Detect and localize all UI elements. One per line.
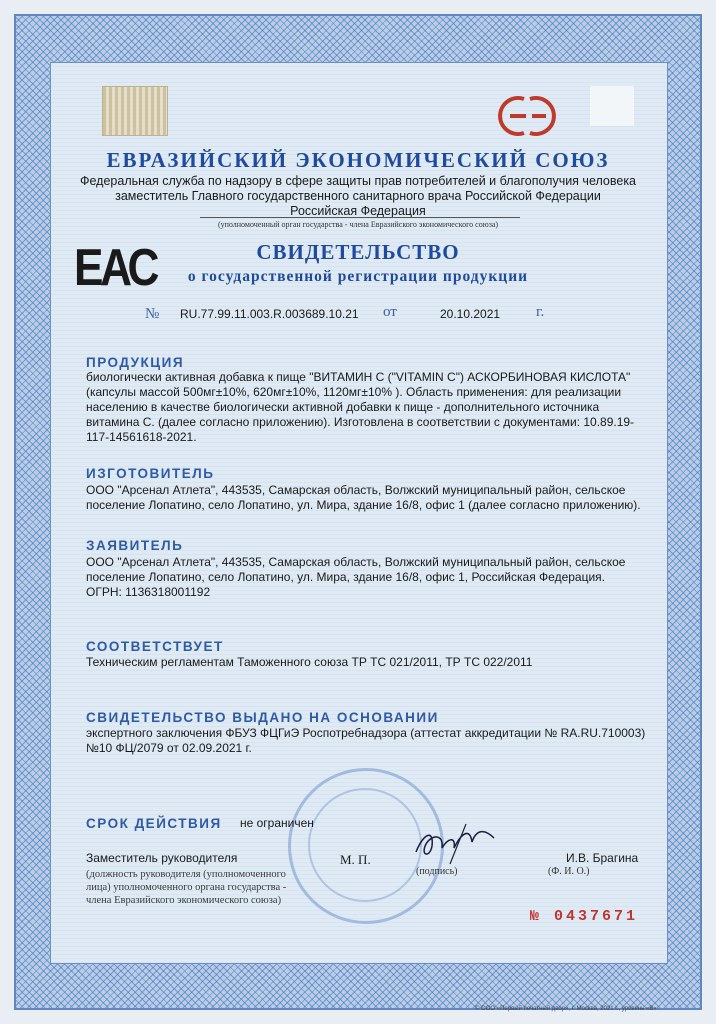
applicant-text (86, 555, 666, 600)
product-label: ПРОДУКЦИЯ (86, 355, 185, 370)
agency-country: Российская Федерация (290, 204, 426, 218)
conformity-text (86, 655, 666, 670)
basis-text (86, 726, 666, 756)
se-logo-icon (496, 93, 560, 139)
applicant-line: поселение Лопатино, село Лопатино, ул. Мира, здание 16/8, офис 1, Российская Федерация. (86, 570, 605, 584)
year-suffix: г. (536, 304, 545, 320)
product-line: населению в качестве биологически активной добавки к пище - дополнительного источника (86, 400, 600, 414)
manufacturer-line: ООО "Арсенал Атлета", 443535, Самарская область, Волжский муниципальный район, сельское (86, 483, 626, 497)
divider (200, 217, 520, 218)
product-line: (капсулы массой 500мг±10%, 620мг±10%, 1120мг±10% ). Область применения: для реализации (86, 385, 622, 399)
basis-line: №10 ФЦ/2079 от 02.09.2021 г. (86, 741, 252, 755)
role-caption-line: члена Евразийского экономического союза) (86, 895, 282, 906)
agency-caption: (уполномоченный орган государства - члена Евразийского экономического союза) (217, 220, 499, 229)
printer-footer: © ООО «Первый печатный двор», г. Москва, 2021 г., уровень «В» (475, 1006, 657, 1012)
basis-label: СВИДЕТЕЛЬСТВО ВЫДАНО НА ОСНОВАНИИ (86, 710, 439, 725)
agency-line-2: заместитель Главного государственного санитарного врача Российской Федерации (115, 189, 601, 203)
certificate-number: RU.77.99.11.003.R.003689.10.21 (180, 307, 359, 321)
signature-icon (410, 818, 500, 868)
conformity-label: СООТВЕТСТВУЕТ (86, 639, 224, 654)
official-seal-inner (308, 788, 422, 902)
seal-place-label: М. П. (340, 852, 371, 867)
agency-line-1: Федеральная служба по надзору в сфере защиты прав потребителей и благополучия человека (79, 174, 637, 188)
manufacturer-line: поселение Лопатино, село Лопатино, ул. Мира, здание 16/8, офис 1 (далее согласно приложению). (86, 498, 641, 512)
date-prefix: от (383, 304, 397, 320)
number-sign: № (145, 306, 160, 322)
signature-caption: (подпись) (416, 866, 458, 877)
signatory-name: И.В. Брагина (566, 851, 639, 865)
applicant-line: ООО "Арсенал Атлета", 443535, Самарская область, Волжский муниципальный район, сельское (86, 555, 626, 569)
role-caption-line: лица) уполномоченного органа государства - (86, 882, 287, 893)
applicant-label: ЗАЯВИТЕЛЬ (86, 538, 184, 553)
eac-mark: ЕАС (74, 239, 157, 297)
blank-stamp-area (590, 86, 634, 126)
validity-value: не ограничен (240, 816, 314, 830)
certificate-subtitle: о государственной регистрации продукции (187, 268, 529, 285)
manufacturer-label: ИЗГОТОВИТЕЛЬ (86, 466, 215, 481)
product-line: 117-14561618-2021. (86, 430, 197, 444)
manufacturer-text (86, 483, 666, 513)
hologram (102, 86, 168, 136)
conformity-line: Техническим регламентам Таможенного союза ТР ТС 021/2011, ТР ТС 022/2011 (86, 655, 533, 669)
applicant-line: ОГРН: 1136318001192 (86, 585, 211, 599)
certificate-date: 20.10.2021 (440, 307, 501, 321)
product-line: витамина С. (далее согласно приложению). Изготовлена в соответствии с документами: 10.89.19- (86, 415, 635, 429)
certificate-title: СВИДЕТЕЛЬСТВО (256, 240, 460, 264)
union-title: ЕВРАЗИЙСКИЙ ЭКОНОМИЧЕСКИЙ СОЮЗ (106, 148, 610, 172)
signatory-position: Заместитель руководителя (86, 851, 238, 865)
validity-label: СРОК ДЕЙСТВИЯ (86, 816, 222, 831)
name-caption: (Ф. И. О.) (548, 866, 590, 877)
product-text (86, 370, 666, 445)
product-line: биологически активная добавка к пище "ВИТАМИН С ("VITAMIN C") АСКОРБИНОВАЯ КИСЛОТА" (86, 370, 631, 384)
basis-line: экспертного заключения ФБУЗ ФЦГиЭ Роспотребнадзора (аттестат аккредитации № RA.RU.710003) (86, 726, 646, 740)
serial-number: № 0437671 (530, 908, 639, 925)
role-caption-line: (должность руководителя (уполномоченного (86, 869, 286, 880)
role-caption (86, 868, 286, 907)
